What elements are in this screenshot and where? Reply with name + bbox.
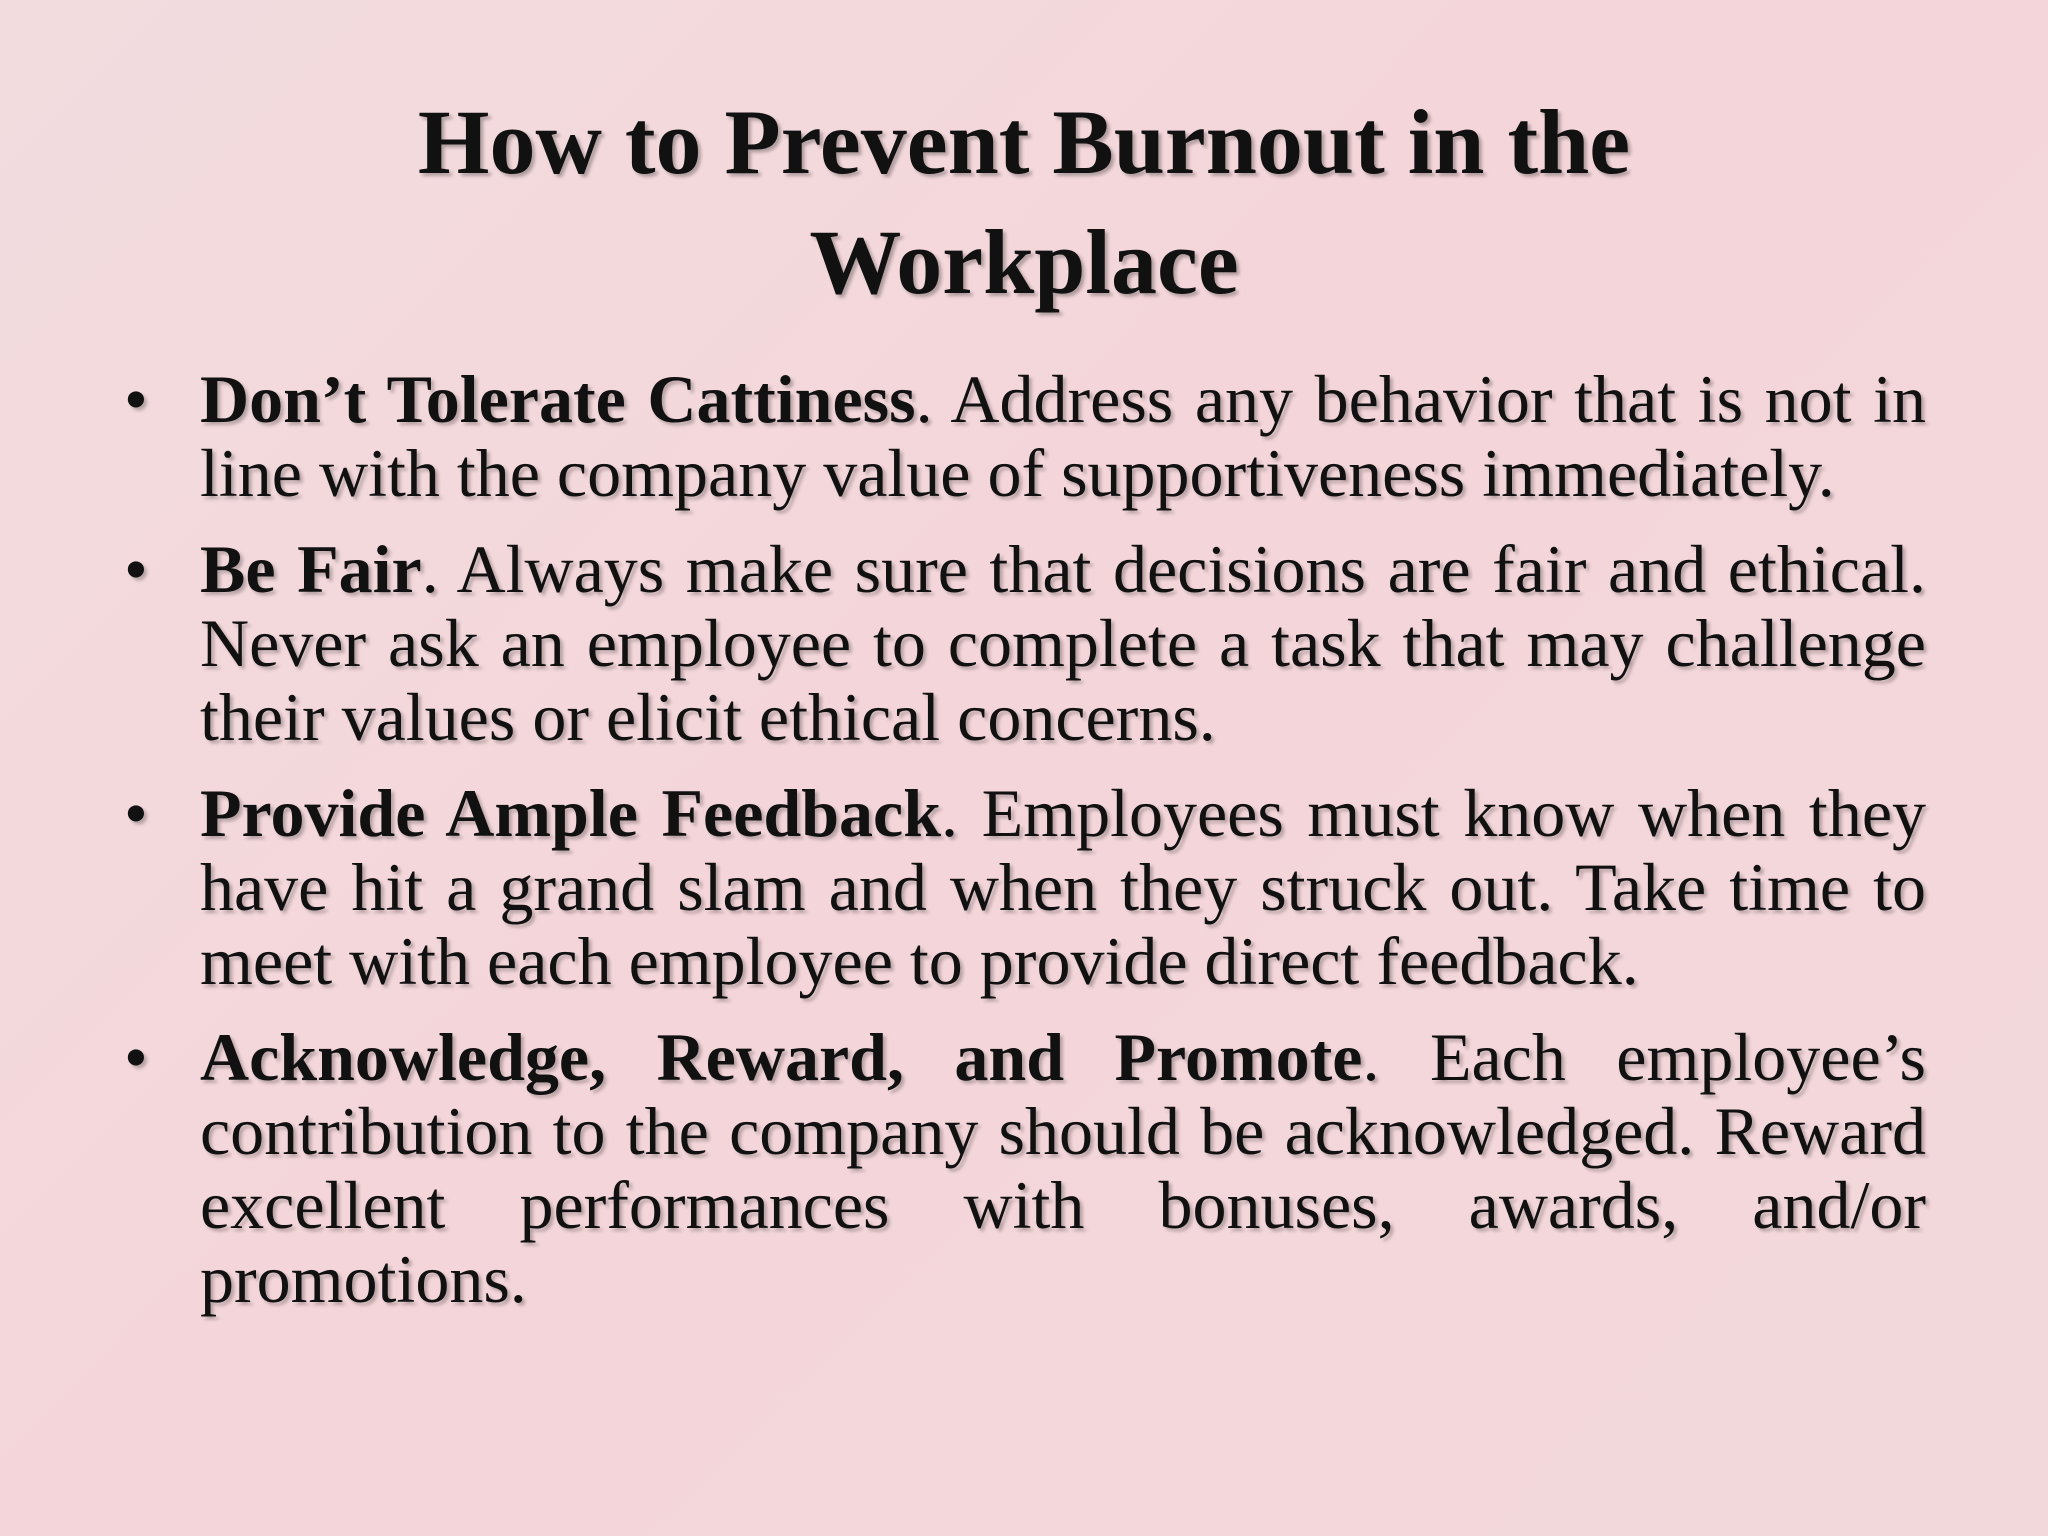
bullet-body: . Always make sure that decisions are fair and ethical. Never ask an employee to complete a task that may challenge their values or elicit ethical concerns. [200, 531, 1926, 755]
bullet-dot-icon: • [124, 361, 148, 437]
bullet-heading: Acknowledge, Reward, and Promote [200, 1019, 1363, 1095]
slide-title: How to Prevent Burnout in the Workplace [417, 91, 1631, 313]
bullet-dot-icon: • [124, 775, 148, 851]
bullet-dot-icon: • [124, 1019, 148, 1095]
bullet-body: . Each employee’s contribution to the company should be acknowledged. Reward excellent performances with bonuses, awards, and/or promotions. [200, 1019, 1926, 1317]
bullet-item-be-fair [120, 532, 1926, 754]
bullet-item-feedback [120, 776, 1926, 998]
bullet-item-acknowledge [120, 1020, 1926, 1316]
bullet-dot-icon: • [124, 531, 148, 607]
bullet-heading: Be Fair [200, 531, 422, 607]
bullet-item-cattiness [120, 362, 1926, 510]
bullet-heading: Don’t Tolerate Cattiness [200, 361, 916, 437]
bullet-body: . Employees must know when they have hit a grand slam and when they struck out. Take time to meet with each employee to provide direct feedback. [200, 775, 1926, 999]
bullet-heading: Provide Ample Feedback [200, 775, 942, 851]
bullet-list [120, 362, 1926, 1338]
bullet-body: . Address any behavior that is not in line with the company value of supportiveness immediately. [200, 361, 1926, 511]
